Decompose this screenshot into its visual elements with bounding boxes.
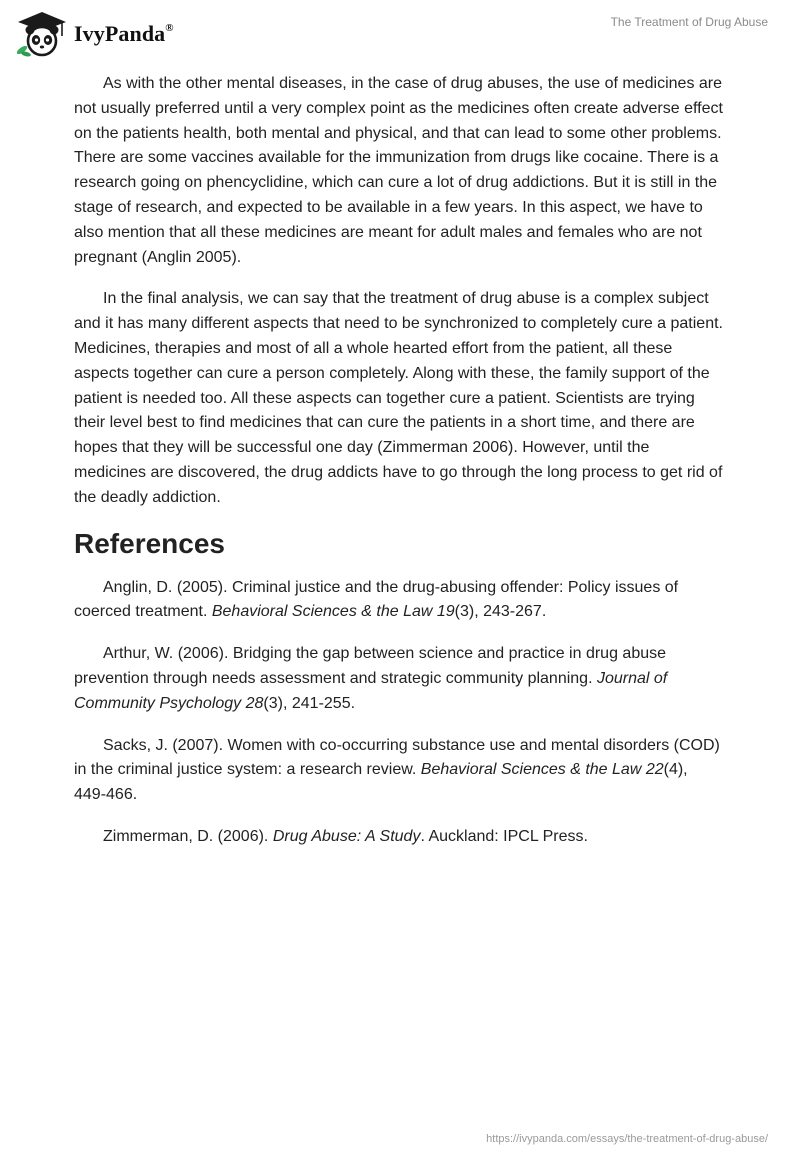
essay-content bbox=[74, 72, 724, 867]
body-paragraph: As with the other mental diseases, in the case of drug abuses, the use of medicines are not usually preferred until a very complex point as the medicines often create adverse effect on the patients health, both mental and physical, and that can lead to some other problems. There are some vaccines available for the immunization from drugs like cocaine. There is a research going on phencyclidine, which can cure a lot of drug addictions. But it is still in the stage of research, and expected to be available in a few years. In this aspect, we have to also mention that all these medicines are meant for adult males and females who are not pregnant (Anglin 2005). bbox=[74, 75, 723, 266]
panda-graduation-icon bbox=[14, 10, 70, 58]
brand-name: IvyPanda® bbox=[74, 21, 174, 46]
reference-item: Sacks, J. (2007). Women with co-occurring substance use and mental disorders (COD) in the criminal justice system: a research review. Behavioral Sciences & the Law 22(4), 449-466. bbox=[74, 736, 720, 804]
body-paragraph: In the final analysis, we can say that the treatment of drug abuse is a complex subject and it has many different aspects that need to be synchronized to completely cure a patient. Medicines, therapies and most of all a whole hearted effort from the patient, all these aspects together can cure a person completely. Along with these, the family support of the patient is needed too. All these aspects can together cure a patient. Scientists are trying their level best to find medicines that can cure the patients in a short time, and there are hopes that they will be successful one day (Zimmerman 2006). However, until the medicines are discovered, the drug addicts have to go through the long process to get rid of the deadly addiction. bbox=[74, 290, 723, 506]
reference-item: Arthur, W. (2006). Bridging the gap between science and practice in drug abuse prevention through needs assessment and strategic community planning. Journal of Community Psychology 28(3), 241-255. bbox=[74, 645, 668, 712]
document-title: The Treatment of Drug Abuse bbox=[610, 15, 768, 29]
source-url[interactable]: https://ivypanda.com/essays/the-treatment-of-drug-abuse/ bbox=[486, 1133, 768, 1145]
page-header bbox=[0, 0, 800, 70]
brand-logo[interactable] bbox=[14, 10, 174, 58]
reference-item: Zimmerman, D. (2006). Drug Abuse: A Study. Auckland: IPCL Press. bbox=[103, 827, 588, 845]
reference-item: Anglin, D. (2005). Criminal justice and the drug-abusing offender: Policy issues of coerced treatment. Behavioral Sciences & the Law 19(3), 243-267. bbox=[74, 578, 679, 621]
references-heading: References bbox=[74, 527, 225, 559]
